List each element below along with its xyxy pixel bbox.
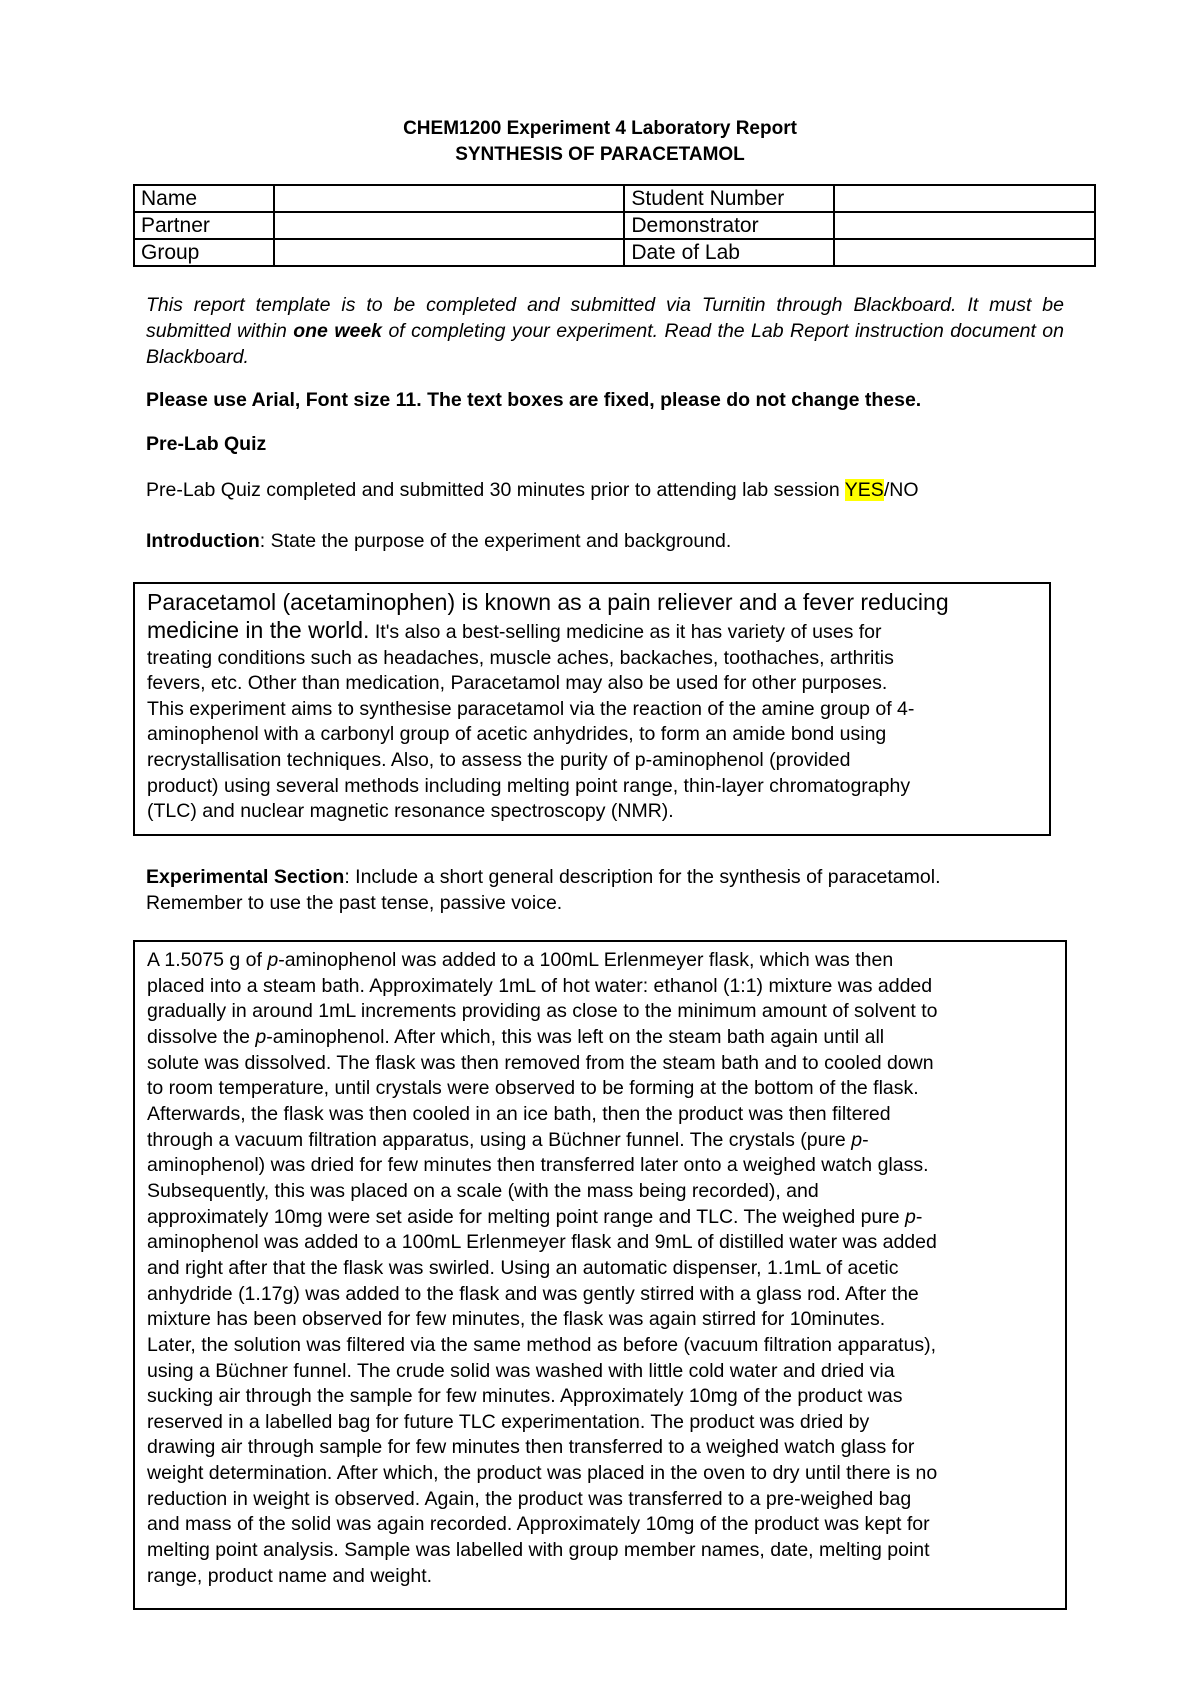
experimental-fragment: sucking air through the sample for few minutes. Approximately 10mg of the product was: [147, 1385, 903, 1408]
experimental-fragment: mixture has been observed for few minutes, the flask was again stirred for 10minutes.: [147, 1308, 886, 1331]
report-title: CHEM1200 Experiment 4 Laboratory Report: [403, 118, 797, 139]
experimental-line: [147, 1179, 1057, 1205]
experimental-fragment: aminophenol was added to a 100mL Erlenmeyer flask and 9mL of distilled water was added: [147, 1231, 937, 1254]
experimental-fragment: A 1.5075 g of: [147, 949, 268, 971]
italic-p-prefix: p: [851, 1128, 863, 1151]
info-value-field[interactable]: [834, 239, 1095, 266]
instructions-text-2: of completing your experiment. Read the Lab Report instruction document on Blackboard.: [146, 320, 1064, 368]
experimental-fragment: -: [915, 1205, 923, 1228]
introduction-heading: [146, 528, 731, 554]
font-note: Please use Arial, Font size 11. The text boxes are fixed, please do not change these.: [146, 389, 922, 411]
instructions-paragraph: [146, 292, 1064, 370]
experimental-line: [147, 1333, 1057, 1359]
experimental-fragment: -aminophenol was added to a 100mL Erlenmeyer flask, which was then: [278, 949, 894, 971]
info-value-field[interactable]: [274, 212, 624, 239]
introduction-textbox[interactable]: [133, 582, 1051, 836]
experimental-line: [147, 1051, 1057, 1077]
experimental-line: [147, 1256, 1057, 1282]
info-value-field[interactable]: [274, 185, 624, 212]
info-row: [134, 185, 1095, 212]
intro-line: Paracetamol (acetaminophen) is known as a pain reliever and a fever reducing: [147, 589, 949, 615]
experimental-line: [147, 1153, 1057, 1179]
info-label: Group: [134, 239, 274, 266]
experimental-fragment: and mass of the solid was again recorded. Approximately 10mg of the product was kept for: [147, 1513, 930, 1536]
experimental-line: [147, 1102, 1057, 1128]
info-label: Date of Lab: [624, 239, 834, 266]
prelab-statement: [146, 477, 919, 503]
experimental-line: [147, 1410, 1057, 1436]
report-subtitle: SYNTHESIS OF PARACETAMOL: [455, 144, 745, 165]
experimental-fragment: reserved in a labelled bag for future TLC experimentation. The product was dried by: [147, 1410, 870, 1433]
intro-line: aminophenol with a carbonyl group of acetic anhydrides, to form an amide bond using: [147, 723, 887, 746]
experimental-heading: [146, 864, 1086, 916]
experimental-fragment: gradually in around 1mL increments providing as close to the minimum amount of solvent to: [147, 1000, 938, 1023]
experimental-line: [147, 1025, 1057, 1051]
info-label: Partner: [134, 212, 274, 239]
experimental-fragment: Later, the solution was filtered via the same method as before (vacuum filtration apparatus),: [147, 1333, 937, 1356]
experimental-line: [147, 1461, 1057, 1487]
experimental-textbox[interactable]: [133, 940, 1067, 1610]
experimental-fragment: -: [862, 1128, 869, 1151]
experimental-line: [147, 1512, 1057, 1538]
experimental-fragment: reduction in weight is observed. Again, the product was transferred to a pre-weighed bag: [147, 1487, 912, 1510]
info-label: Student Number: [624, 185, 834, 212]
italic-p-prefix: p: [255, 1025, 267, 1048]
experimental-line: [147, 1205, 1057, 1231]
info-label: Name: [134, 185, 274, 212]
experimental-fragment: and right after that the flask was swirled. Using an automatic dispenser, 1.1mL of acetic: [147, 1256, 899, 1279]
info-row: [134, 212, 1095, 239]
intro-line: recrystallisation techniques. Also, to assess the purity of p-aminophenol (provided: [147, 748, 851, 771]
info-value-field[interactable]: [834, 185, 1095, 212]
info-row: [134, 239, 1095, 266]
experimental-line: [147, 1128, 1057, 1154]
experimental-fragment: -aminophenol. After which, this was left on the steam bath again until all: [266, 1025, 885, 1048]
experimental-fragment: anhydride (1.17g) was added to the flask and was gently stirred with a glass rod. After the: [147, 1282, 919, 1305]
italic-p-prefix: p: [905, 1205, 916, 1228]
instructions-text-1: This report template is to be completed and submitted via Turnitin through Blackboard. It must be submitted within: [146, 294, 1064, 342]
experimental-fragment: weight determination. After which, the product was placed in the oven to dry until there is no: [147, 1462, 938, 1485]
experimental-fragment: approximately 10mg were set aside for melting point range and TLC. The weighed pure: [147, 1205, 906, 1228]
introduction-prompt: : State the purpose of the experiment and background.: [259, 530, 732, 552]
experimental-line: [147, 1307, 1057, 1333]
student-info-table: [133, 184, 1096, 267]
report-title-block: [0, 116, 1200, 168]
intro-line: [147, 616, 1039, 646]
info-label: Demonstrator: [624, 212, 834, 239]
prelab-yes-highlight: YES: [844, 479, 884, 501]
intro-line: (TLC) and nuclear magnetic resonance spectroscopy (NMR).: [147, 800, 674, 823]
experimental-line: [147, 999, 1057, 1025]
info-value-field[interactable]: [274, 239, 624, 266]
experimental-fragment: dissolve the: [147, 1025, 256, 1048]
experimental-line: [147, 1435, 1057, 1461]
experimental-line: [147, 1076, 1057, 1102]
prelab-text: Pre-Lab Quiz completed and submitted 30 minutes prior to attending lab session: [146, 479, 845, 501]
prelab-no: NO: [889, 479, 919, 501]
intro-line: This experiment aims to synthesise paracetamol via the reaction of the amine group of 4-: [147, 697, 915, 720]
experimental-line: [147, 1282, 1057, 1308]
experimental-fragment: to room temperature, until crystals were observed to be forming at the bottom of the flask.: [147, 1077, 919, 1100]
experimental-line: [147, 974, 1057, 1000]
experimental-line: [147, 1538, 1057, 1564]
experimental-fragment: Subsequently, this was placed on a scale (with the mass being recorded), and: [147, 1179, 819, 1202]
info-value-field[interactable]: [834, 212, 1095, 239]
prelab-heading: Pre-Lab Quiz: [146, 433, 267, 455]
experimental-fragment: through a vacuum filtration apparatus, using a Büchner funnel. The crystals (pure: [147, 1128, 852, 1151]
experimental-line: [147, 1564, 1057, 1590]
intro-line: fevers, etc. Other than medication, Paracetamol may also be used for other purposes.: [147, 672, 888, 695]
intro-lead-fragment: medicine in the world.: [147, 617, 370, 643]
intro-line: product) using several methods including melting point range, thin-layer chromatography: [147, 774, 911, 797]
experimental-fragment: placed into a steam bath. Approximately 1mL of hot water: ethanol (1:1) mixture was added: [147, 974, 933, 997]
italic-p-prefix: p: [267, 949, 279, 971]
experimental-fragment: Afterwards, the flask was then cooled in an ice bath, then the product was then filtered: [147, 1102, 891, 1125]
intro-fragment: It's also a best-selling medicine as it has variety of uses for: [369, 621, 882, 643]
experimental-line: [147, 948, 1057, 974]
prelab-separator: /: [883, 479, 890, 501]
intro-line: treating conditions such as headaches, muscle aches, backaches, toothaches, arthritis: [147, 646, 894, 669]
experimental-fragment: range, product name and weight.: [147, 1564, 433, 1587]
experimental-line: [147, 1384, 1057, 1410]
experimental-label: Experimental Section: [146, 866, 345, 888]
experimental-fragment: using a Büchner funnel. The crude solid was washed with little cold water and dried via: [147, 1359, 895, 1382]
instructions-bold: one week: [293, 320, 383, 342]
experimental-fragment: melting point analysis. Sample was labelled with group member names, date, melting point: [147, 1539, 930, 1562]
experimental-fragment: aminophenol) was dried for few minutes then transferred later onto a weighed watch glass.: [147, 1154, 929, 1177]
introduction-label: Introduction: [146, 530, 260, 552]
experimental-prompt-1: : Include a short general description for the synthesis of paracetamol.: [344, 866, 941, 888]
experimental-fragment: solute was dissolved. The flask was then removed from the steam bath and to cooled down: [147, 1051, 934, 1074]
experimental-line: [147, 1487, 1057, 1513]
experimental-prompt-2: Remember to use the past tense, passive voice.: [146, 892, 563, 914]
experimental-fragment: drawing air through sample for few minutes then transferred to a weighed watch glass for: [147, 1436, 915, 1459]
experimental-line: [147, 1359, 1057, 1385]
experimental-line: [147, 1230, 1057, 1256]
